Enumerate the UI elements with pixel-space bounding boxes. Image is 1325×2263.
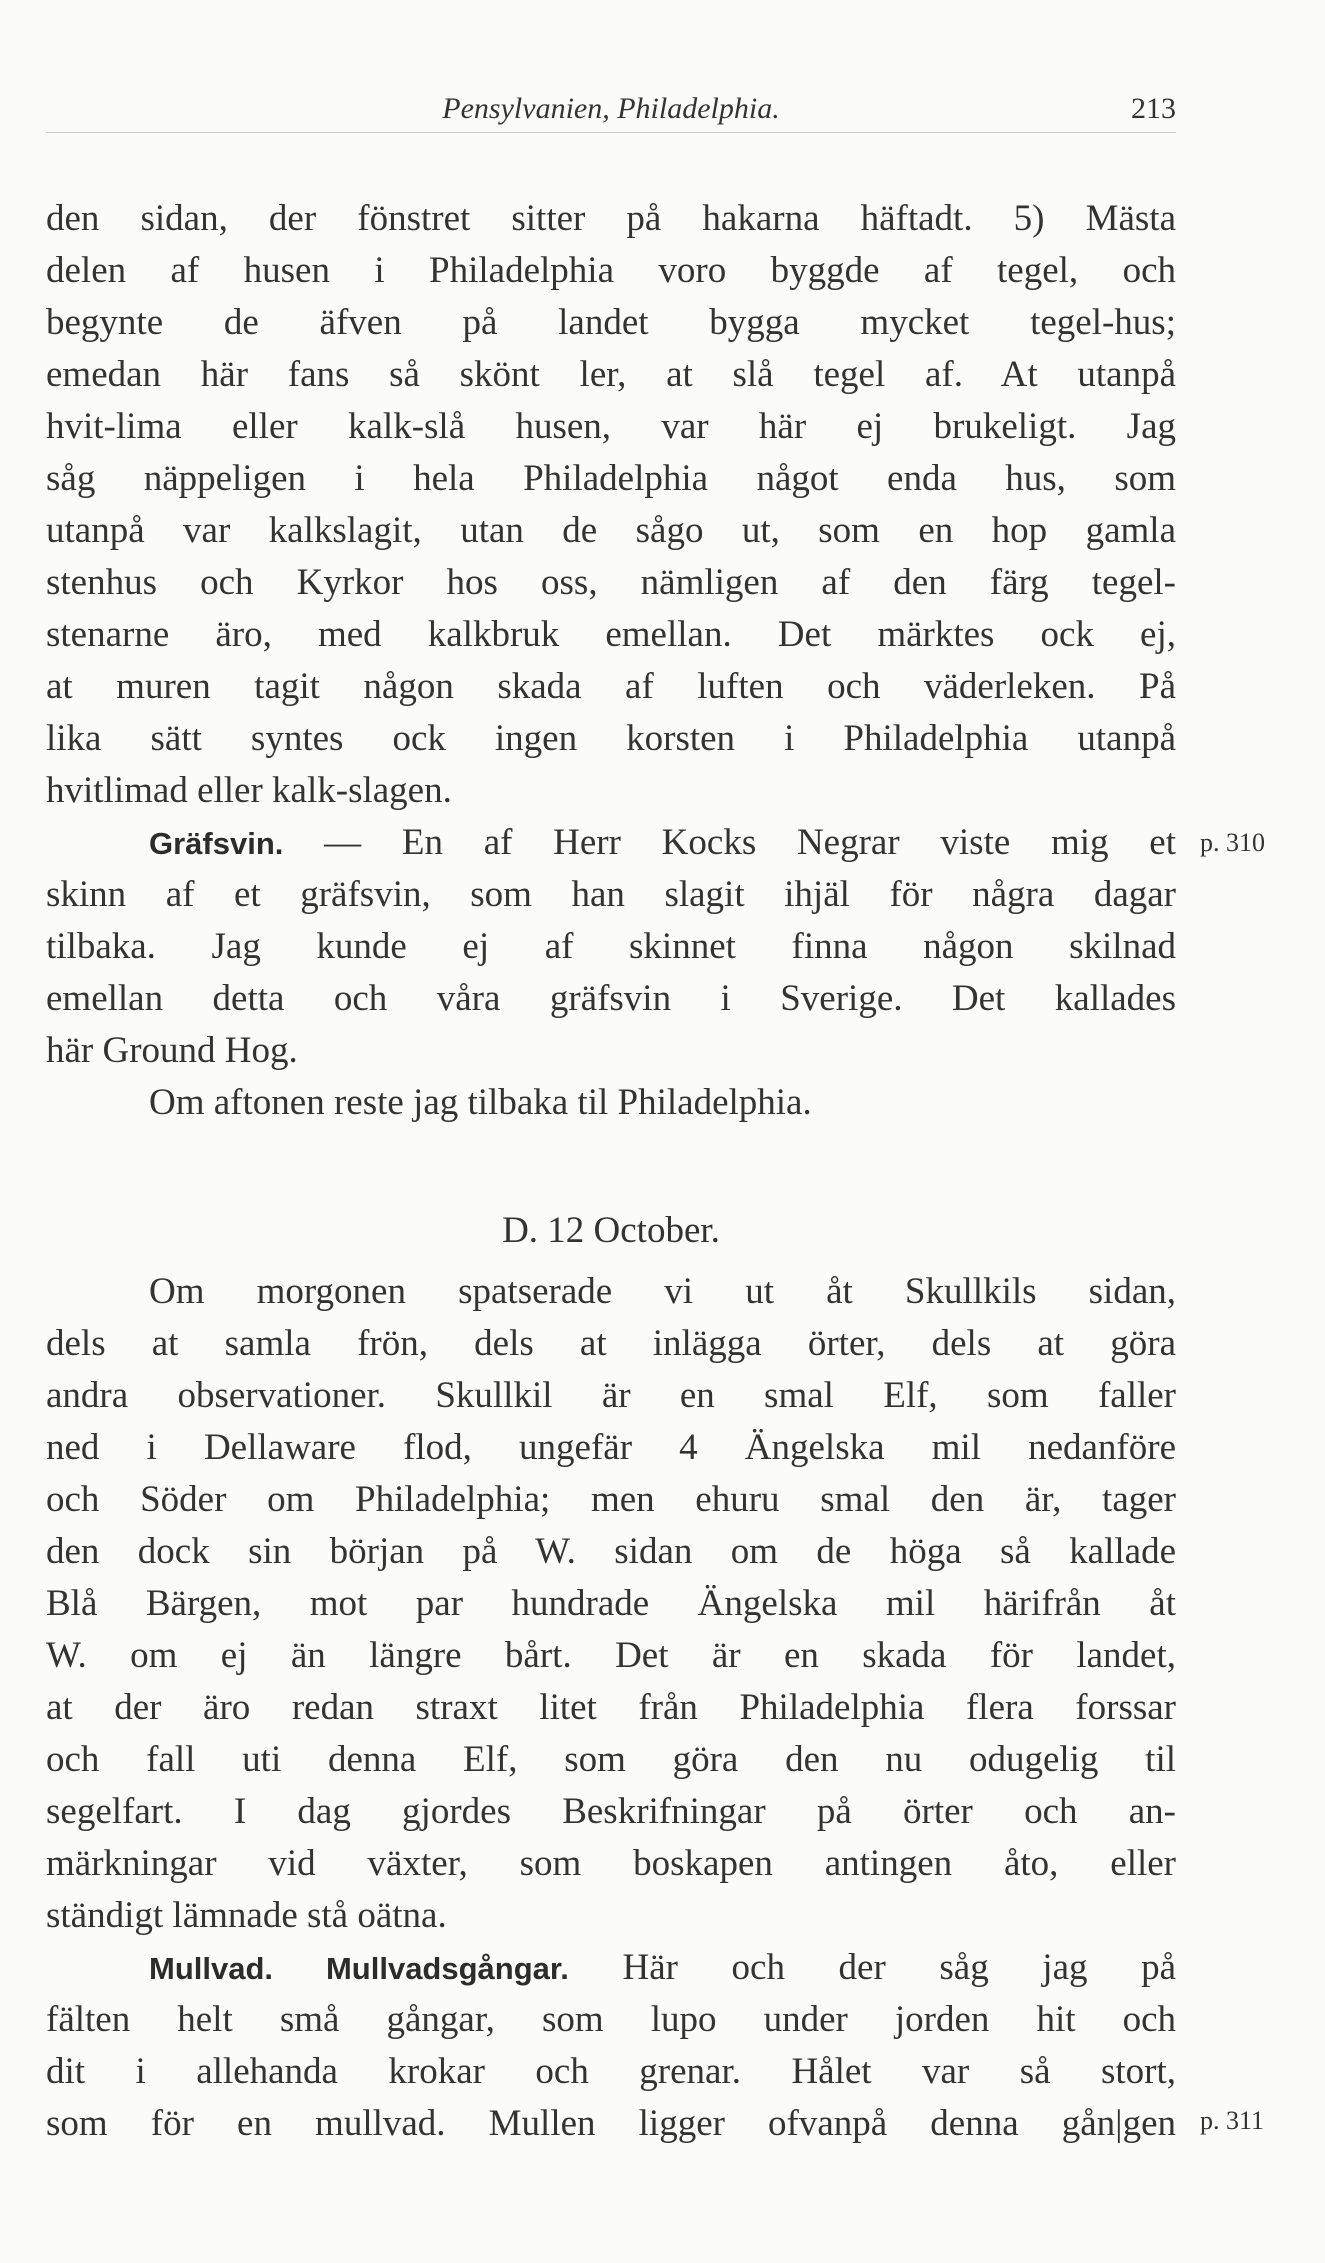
text-line: stenarne äro, med kalkbruk emellan. Det märktes ock ej, — [46, 614, 1176, 655]
text-line: och Söder om Philadelphia; men ehuru smal den är, tager — [46, 1479, 1176, 1520]
text-line: delen af husen i Philadelphia voro byggde af tegel, och — [46, 250, 1176, 291]
text-line: emedan här fans så skönt ler, at slå tegel af. At utanpå — [46, 354, 1176, 395]
mullvad-keyword: Mullvad. Mullvadsgångar. — [149, 1951, 569, 1986]
page-header — [46, 88, 1176, 133]
text-line: dels at samla frön, dels at inlägga örter, dels at göra — [46, 1323, 1176, 1364]
text-line: såg näppeligen i hela Philadelphia något enda hus, som — [46, 458, 1176, 499]
text-line: stenhus och Kyrkor hos oss, nämligen af den färg tegel- — [46, 562, 1176, 603]
text-line: fälten helt små gångar, som lupo under jorden hit och — [46, 1999, 1176, 2040]
text-line: dit i allehanda krokar och grenar. Hålet var så stort, — [46, 2051, 1176, 2092]
grafsvin-heading-line — [149, 817, 1176, 870]
text-line: märkningar vid växter, som boskapen antingen åto, eller — [46, 1843, 1176, 1884]
text-line: Om aftonen reste jag tilbaka til Philadelphia. — [149, 1082, 812, 1123]
running-title: Pensylvanien, Philadelphia. — [442, 92, 780, 125]
text-line: W. om ej än längre bårt. Det är en skada för landet, — [46, 1635, 1176, 1676]
text-line: tilbaka. Jag kunde ej af skinnet finna någon skilnad — [46, 926, 1176, 967]
text-line: och fall uti denna Elf, som göra den nu odugelig til — [46, 1739, 1176, 1780]
text-line: den sidan, der fönstret sitter på hakarna häftadt. 5) Mästa — [46, 198, 1176, 239]
text-line: ned i Dellaware flod, ungefär 4 Ängelska mil nedanföre — [46, 1427, 1176, 1468]
mullvad-heading-line — [149, 1942, 1176, 1995]
text-line: utanpå var kalkslagit, utan de sågo ut, som en hop gamla — [46, 510, 1176, 551]
text-line: begynte de äfven på landet bygga mycket tegel-hus; — [46, 302, 1176, 343]
text-line: Om morgonen spatserade vi ut åt Skullkils sidan, — [149, 1271, 1176, 1312]
text-line: emellan detta och våra gräfsvin i Sverige. Det kallades — [46, 978, 1176, 1019]
page-number: 213 — [1131, 92, 1176, 125]
text-line: andra observationer. Skullkil är en smal Elf, som faller — [46, 1375, 1176, 1416]
text-line: at der äro redan straxt litet från Philadelphia flera forssar — [46, 1687, 1176, 1728]
text-line: här Ground Hog. — [46, 1030, 298, 1071]
text-line: den dock sin början på W. sidan om de höga så kallade — [46, 1531, 1176, 1572]
text-line: hvit-lima eller kalk-slå husen, var här ej brukeligt. Jag — [46, 406, 1176, 447]
mullvad-first-line: Här och der såg jag på — [622, 1947, 1177, 1988]
grafsvin-keyword: Gräfsvin. — [149, 826, 284, 861]
margin-page-ref: p. 310 — [1200, 828, 1265, 857]
text-line: lika sätt syntes ock ingen korsten i Philadelphia utanpå — [46, 718, 1176, 759]
text-line: skinn af et gräfsvin, som han slagit ihjäl för några dagar — [46, 874, 1176, 915]
text-line: Blå Bärgen, mot par hundrade Ängelska mil härifrån åt — [46, 1583, 1176, 1624]
text-line: som för en mullvad. Mullen ligger ofvanpå denna gån|gen — [46, 2103, 1176, 2144]
dateline: D. 12 October. — [502, 1210, 720, 1251]
margin-page-ref: p. 311 — [1200, 2106, 1265, 2135]
text-line: hvitlimad eller kalk-slagen. — [46, 770, 452, 811]
text-line: at muren tagit någon skada af luften och väderleken. På — [46, 666, 1176, 707]
text-line: segelfart. I dag gjordes Beskrifningar på örter och an- — [46, 1791, 1176, 1832]
text-line: ständigt lämnade stå oätna. — [46, 1895, 447, 1936]
grafsvin-first-line: — En af Herr Kocks Negrar viste mig et — [324, 822, 1176, 863]
